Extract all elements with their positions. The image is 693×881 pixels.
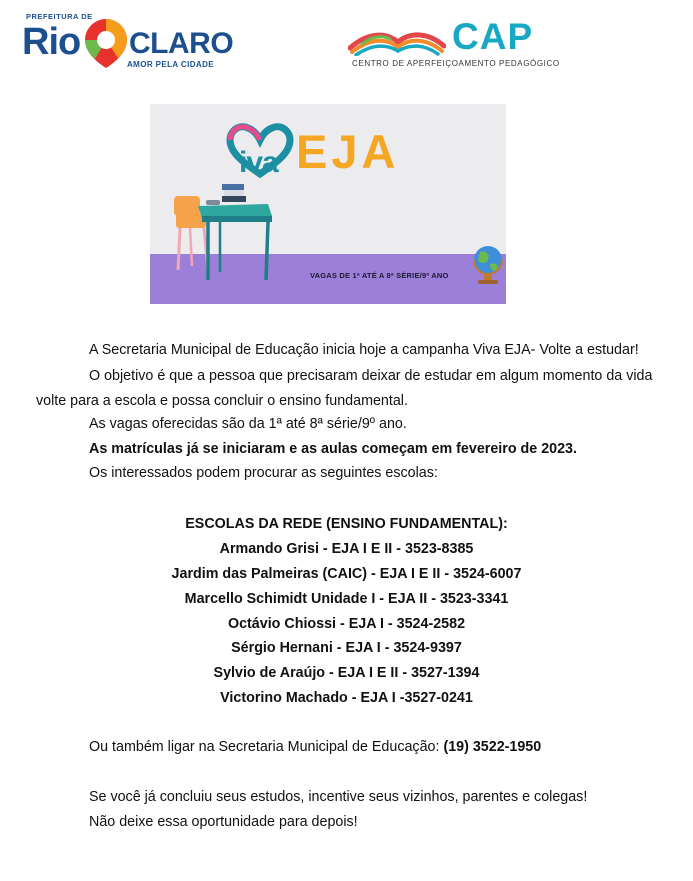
logo-top-text: PREFEITURA DE — [26, 12, 93, 21]
banner-title-viva: iva — [239, 146, 278, 179]
logo-name-rio: Rio — [22, 21, 81, 63]
cap-subtitle: CENTRO DE APERFEIÇOAMENTO PEDAGÓGICO — [352, 59, 560, 68]
school-item: Jardim das Palmeiras (CAIC) - EJA I E II - 3524-6007 — [171, 566, 522, 582]
contact-line — [89, 737, 541, 757]
school-item: Sylvio de Araújo - EJA I E II - 3527-1394 — [213, 665, 480, 681]
paragraph-campaign: A Secretaria Municipal de Educação inicia hoje a campanha Viva EJA- Volte a estudar! — [89, 342, 639, 358]
schools-heading: ESCOLAS DA REDE (ENSINO FUNDAMENTAL): — [185, 516, 508, 532]
cap-waves-icon — [348, 22, 446, 56]
paragraph-matriculas: As matrículas já se iniciaram e as aulas começam em fevereiro de 2023. — [89, 441, 577, 457]
school-item: Octávio Chiossi - EJA I - 3524-2582 — [227, 616, 466, 632]
rio-claro-logo — [22, 12, 237, 74]
school-item: Victorino Machado - EJA I -3527-0241 — [220, 690, 473, 706]
rio-claro-pin-icon — [83, 17, 129, 69]
closing-line1: Se você já concluiu seus estudos, incentive seus vizinhos, parentes e colegas! — [89, 789, 588, 805]
viva-eja-banner — [150, 104, 506, 304]
banner-vagas-text: VAGAS DE 1ª ATÉ A 8ª SÉRIE/9º ANO — [310, 271, 449, 280]
paragraph-objective-line2: volte para a escola e possa concluir o ensino fundamental. — [36, 393, 408, 409]
cap-logo — [346, 16, 560, 72]
paragraph-objective-line1: O objetivo é que a pessoa que precisaram deixar de estudar em algum momento da vida — [89, 368, 653, 384]
banner-title-eja: EJA — [296, 125, 400, 178]
contact-text: Ou também ligar na Secretaria Municipal de Educação: — [89, 739, 444, 755]
contact-phone: (19) 3522-1950 — [443, 739, 542, 755]
logo-name-claro: CLARO — [129, 27, 234, 60]
paragraph-vagas: As vagas oferecidas são da 1ª até 8ª série/9º ano. — [89, 416, 407, 432]
paragraph-interessados: Os interessados podem procurar as seguintes escolas: — [89, 465, 438, 481]
logo-tagline: AMOR PELA CIDADE — [127, 60, 214, 69]
closing-line2: Não deixe essa oportunidade para depois! — [89, 814, 358, 830]
cap-name: CAP — [452, 16, 534, 57]
school-item: Sérgio Hernani - EJA I - 3524-9397 — [231, 640, 462, 656]
school-item: Marcello Schimidt Unidade I - EJA II - 3523-3341 — [184, 591, 509, 607]
school-item: Armando Grisi - EJA I E II - 3523-8385 — [219, 541, 474, 557]
